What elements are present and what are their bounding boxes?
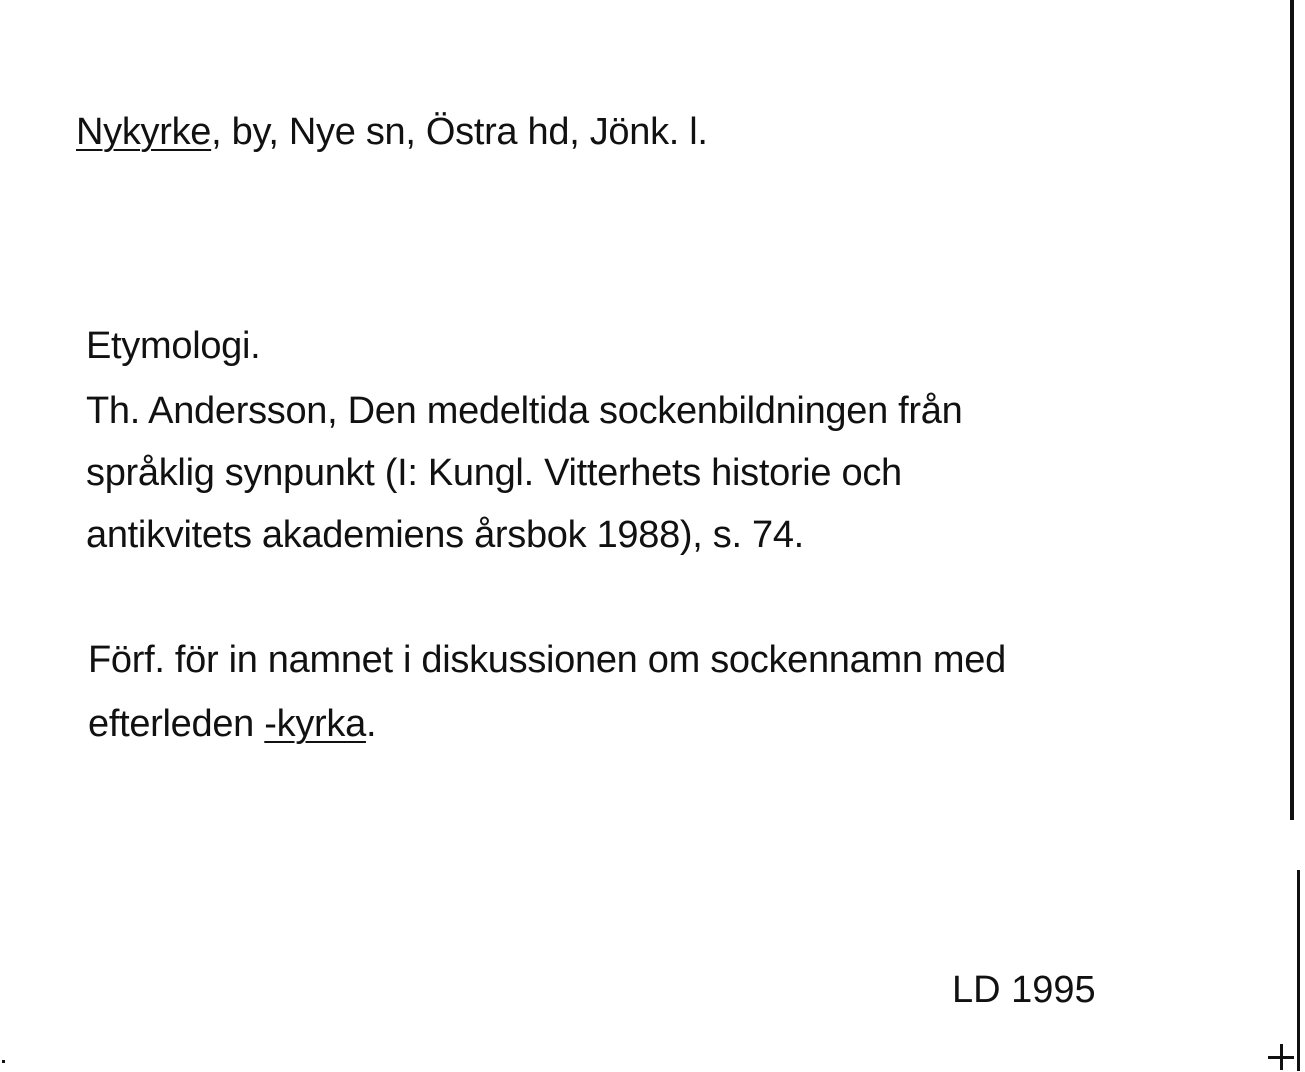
crop-mark-icon xyxy=(1268,1042,1298,1072)
reference-line: Th. Andersson, Den medeltida sockenbildningen från xyxy=(86,390,963,432)
card-edge-line xyxy=(1297,870,1300,1071)
place-details: , by, Nye sn, Östra hd, Jönk. l. xyxy=(211,111,708,153)
section-title: Etymologi. xyxy=(86,325,261,367)
signature: LD 1995 xyxy=(952,969,1096,1011)
note-line: Förf. för in namnet i diskussionen om sockennamn med xyxy=(88,639,1006,681)
card-edge-line xyxy=(1290,0,1294,820)
card-heading xyxy=(76,108,708,156)
note-block xyxy=(88,628,1208,756)
reference-line: antikvitets akademiens årsbok 1988), s. 74. xyxy=(86,514,804,556)
scan-speck xyxy=(2,1060,5,1063)
reference-line: språklig synpunkt (I: Kungl. Vitterhets historie och xyxy=(86,452,902,494)
note-suffix: . xyxy=(365,703,377,745)
place-name: Nykyrke xyxy=(76,111,212,153)
note-term: -kyrka xyxy=(264,703,366,745)
note-prefix: efterleden xyxy=(88,703,265,745)
reference-block xyxy=(86,380,1206,566)
note-line xyxy=(88,692,1208,756)
